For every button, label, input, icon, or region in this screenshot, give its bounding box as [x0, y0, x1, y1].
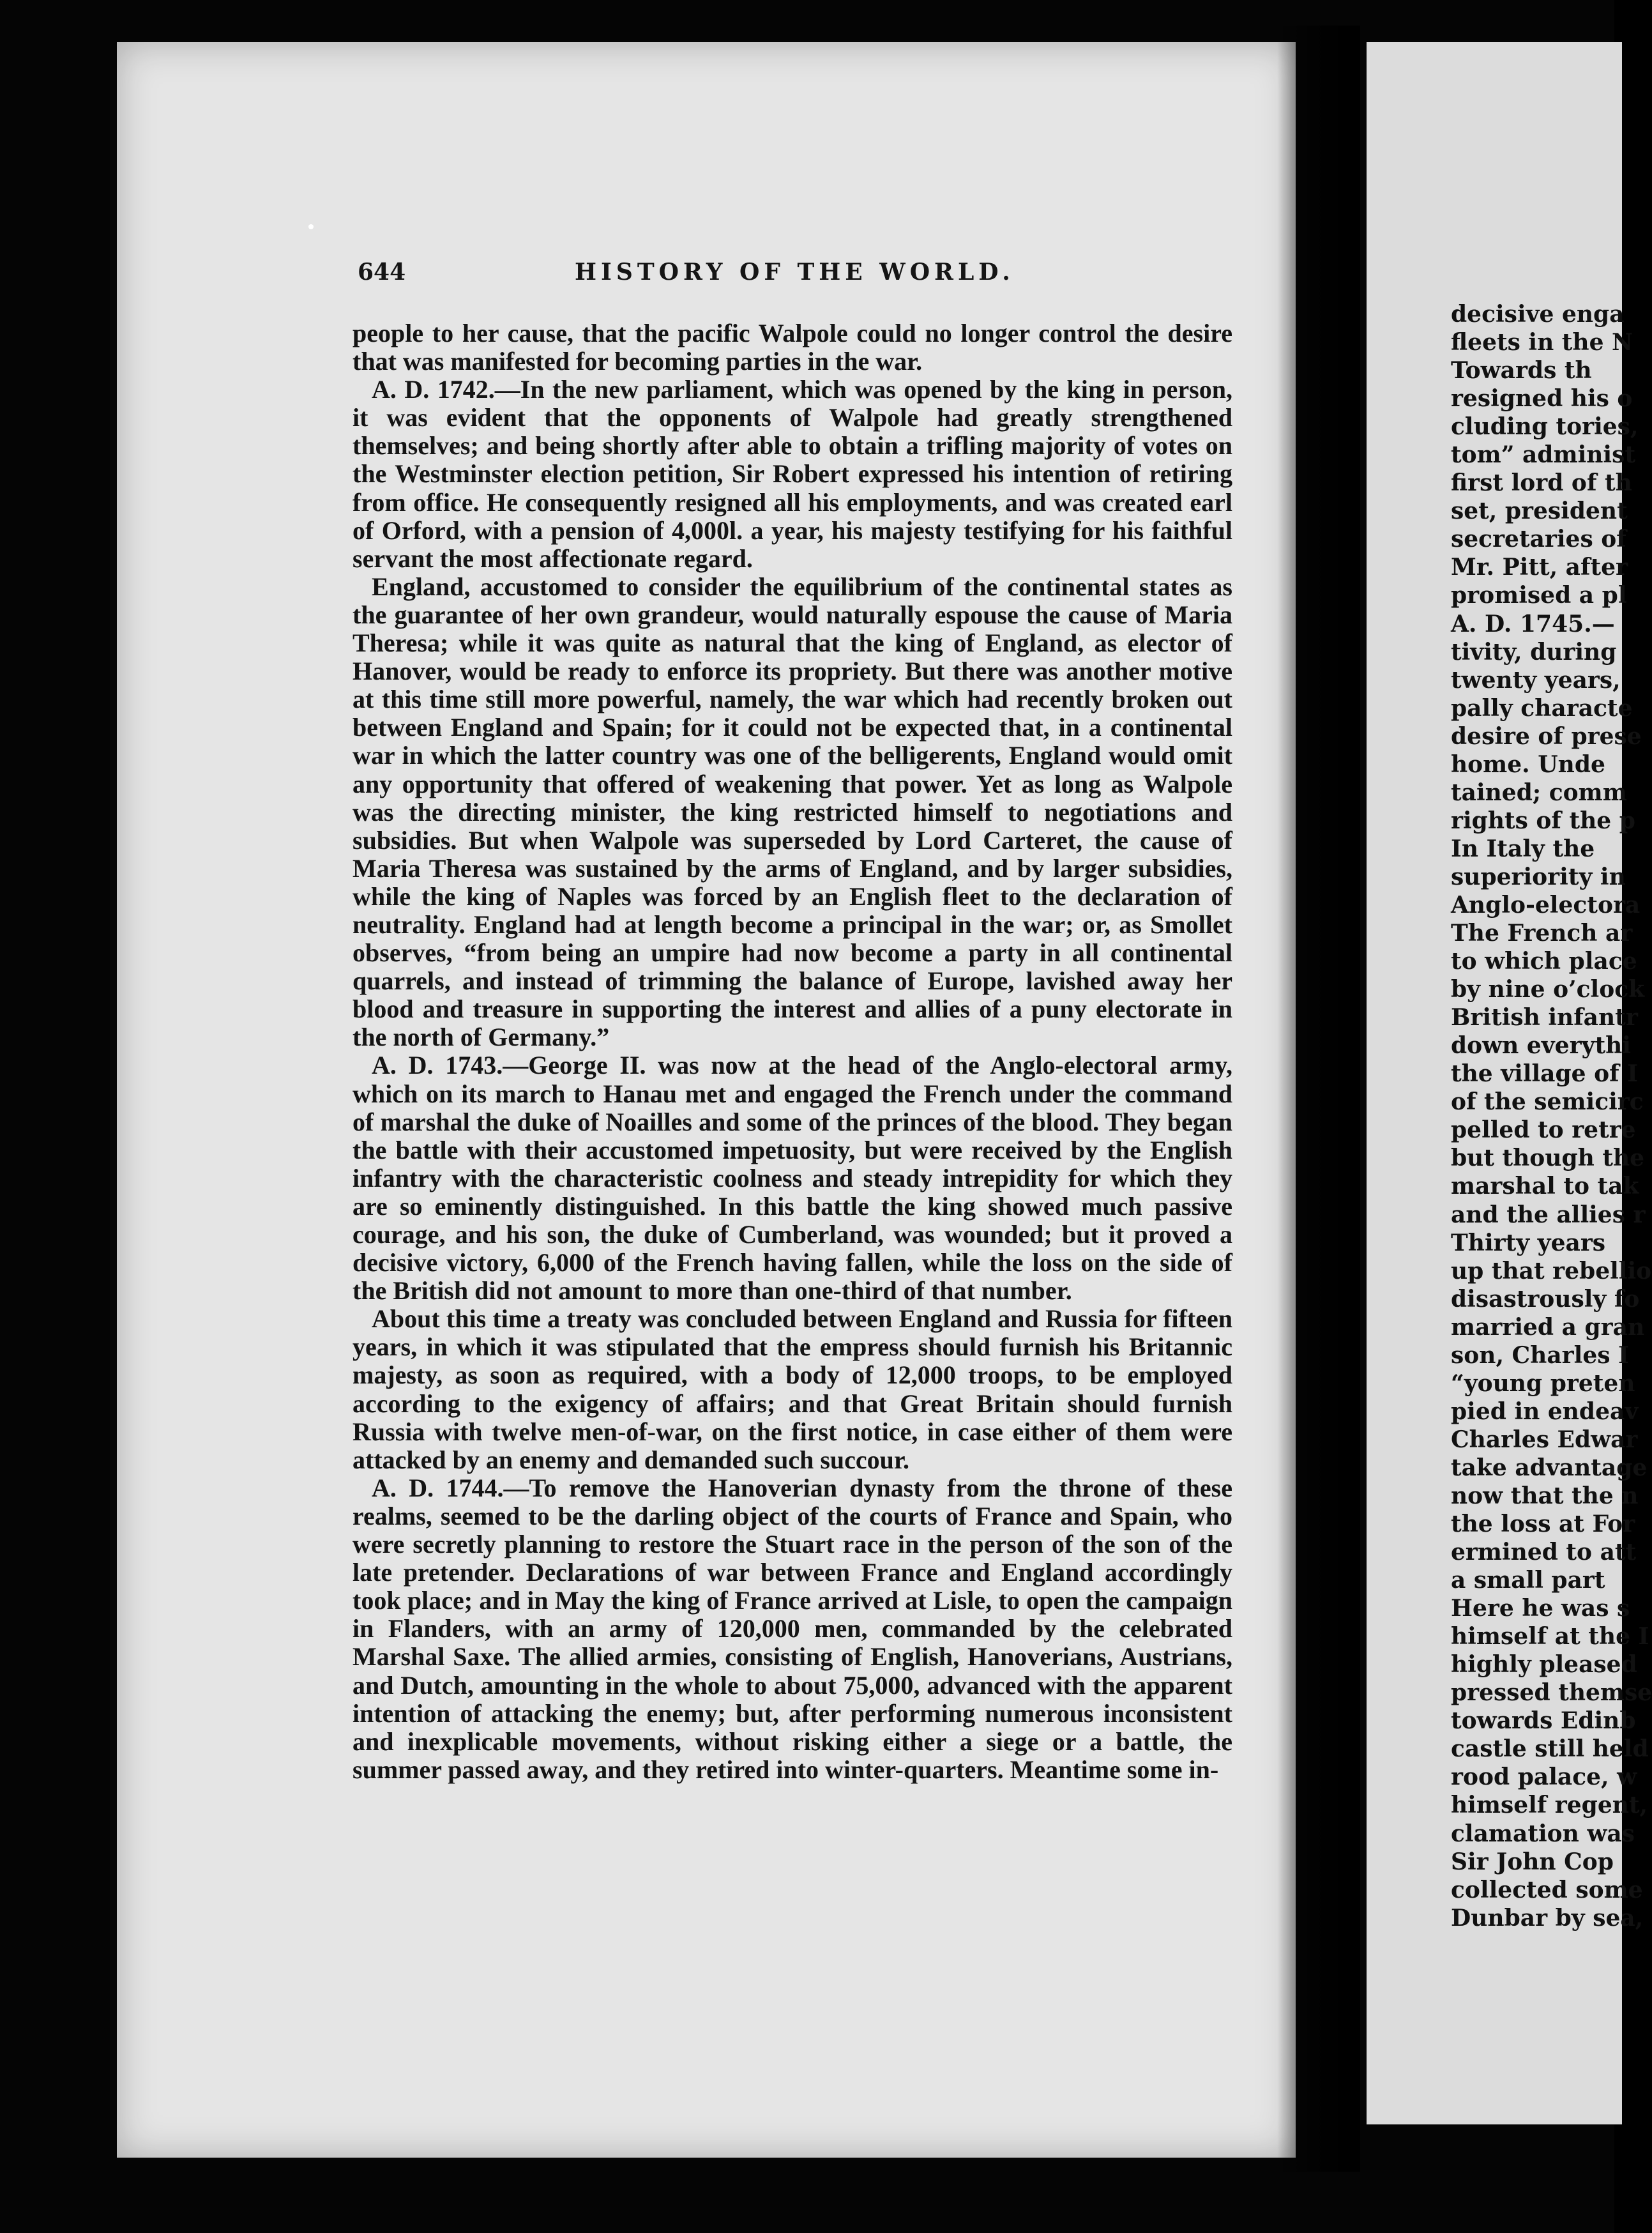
right-page-line: son, Charles I — [1451, 1341, 1629, 1369]
right-page-line: set, president — [1451, 498, 1628, 525]
right-page-line: and the allies r — [1451, 1201, 1646, 1228]
page-number: 644 — [358, 259, 406, 286]
right-page-line: of the semicirc — [1451, 1088, 1644, 1116]
right-page-line: tivity, during — [1451, 638, 1617, 666]
year-heading: A. D. 1744. — [372, 1473, 504, 1502]
right-page-line: a small part — [1451, 1567, 1605, 1594]
right-page-line: “young preten — [1451, 1369, 1635, 1397]
running-head — [358, 259, 1226, 297]
paragraph — [352, 573, 1232, 1052]
right-page-line: Anglo-electora — [1451, 891, 1641, 918]
right-page-line: himself regent, — [1451, 1792, 1648, 1819]
right-page-line: pied in endeav — [1451, 1398, 1639, 1425]
right-page-line: himself at the I — [1451, 1623, 1649, 1650]
right-page-line: married a gran — [1451, 1313, 1645, 1341]
right-page-line: Towards th — [1451, 357, 1592, 385]
right-page-line: up that rebellio — [1451, 1257, 1652, 1284]
right-page-line: the village of I — [1451, 1060, 1638, 1088]
right-page-line: Mr. Pitt, after — [1451, 554, 1628, 581]
right-page-line: home. Unde — [1451, 751, 1605, 778]
right-page-line: pressed themse — [1451, 1679, 1652, 1707]
paragraph — [352, 1051, 1232, 1305]
paragraph-text: people to her cause, that the pacific Walpole could no longer control the desire that was manifested for becoming parties in the war. — [352, 319, 1232, 376]
paragraph — [352, 319, 1232, 376]
right-page-line: fleets in the N — [1451, 329, 1633, 356]
right-page-line: A. D. 1745.— — [1451, 610, 1615, 637]
paragraph — [352, 376, 1232, 573]
right-page-line: resigned his o — [1451, 385, 1633, 413]
right-page-line: twenty years, — [1451, 666, 1621, 694]
right-page-line: to which place — [1451, 948, 1637, 975]
right-page-line: ermined to att — [1451, 1539, 1637, 1566]
paragraph-text: —In the new parliament, which was opened by the king in person, it was evident that the opponents of Walpole had greatly strengthened themselves; and being shortly after able to obtain a trifling majority of votes on the Westminster election petition, Sir Robert expressed his intention of retiring from office. He consequently resigned all his employments, and was created earl of Orford, with a pension of 4,000l. a year, his majesty testifying for his faithful servant the most affectionate regard. — [352, 375, 1232, 573]
right-page-line: Sir John Cop — [1451, 1848, 1614, 1875]
right-page-line: but though the — [1451, 1145, 1645, 1172]
right-page-line: superiority in — [1451, 863, 1626, 890]
paragraph-text: —To remove the Hanoverian dynasty from the throne of these realms, seemed to be the darling object of the courts of France and Spain, who were secretly planning to restore the Stuart race in the person of the son of the late pretender. Declarations of war between France and England accordingly took place; and in May the king of France arrived at Lisle, to open the campaign in Flanders, with an army of 120,000 men, commanded by the celebrated Marshal Saxe. The allied armies, consisting of English, Hanoverians, Austrians, and Dutch, amounting in the whole to about 75,000, advanced with the apparent intention of attacking the enemy; but, after performing numerous inconsistent and inexplicable movements, without risking either a siege or a battle, the summer passed away, and they retired into winter-quarters. Meantime some in- — [352, 1473, 1232, 1784]
right-page-line: now that the n — [1451, 1482, 1639, 1509]
right-page-line: pally characte — [1451, 694, 1633, 722]
right-page-line: tom” administ — [1451, 441, 1635, 469]
body-text — [352, 319, 1232, 1784]
right-page-line: cluding tories, — [1451, 413, 1639, 441]
running-title: HISTORY OF THE WORLD. — [575, 259, 1015, 286]
paragraph-text: About this time a treaty was concluded between England and Russia for fifteen years, in which it was stipulated that the empress should furnish his Britannic majesty, as soon as required, with a body of 12,000 troops, to be employed according to the exigency of affairs; and that Great Britain should furnish Russia with twelve men-of-war, on the first notice, in case either of them were attacked by an enemy and demanded such succour. — [352, 1304, 1232, 1474]
right-page-line: Charles Edwar — [1451, 1426, 1638, 1453]
year-heading: A. D. 1743. — [372, 1051, 503, 1080]
right-page-line: desire of prese — [1451, 722, 1642, 750]
right-page-line: disastrously fo — [1451, 1285, 1640, 1313]
right-page-line: castle still held — [1451, 1735, 1649, 1763]
year-heading: A. D. 1742. — [372, 375, 495, 404]
paragraph — [352, 1474, 1232, 1784]
gutter-shadow — [1277, 26, 1360, 2172]
right-page-line: towards Edinb — [1451, 1707, 1636, 1735]
right-page-line: pelled to retre — [1451, 1116, 1636, 1144]
right-page-line: secretaries of — [1451, 526, 1626, 553]
right-page-line: Thirty years — [1451, 1229, 1606, 1256]
right-page-line: decisive enga — [1451, 301, 1625, 328]
right-page-line: highly pleased — [1451, 1651, 1637, 1679]
right-page-line: rood palace, w — [1451, 1764, 1637, 1791]
right-page-line: first lord of th — [1451, 469, 1632, 497]
right-page-line: down everythi — [1451, 1032, 1631, 1060]
paragraph-text: England, accustomed to consider the equilibrium of the continental states as the guarantee of her own grandeur, would naturally espouse the cause of Maria Theresa; while it was quite as natural that the king of England, as elector of Hanover, would be ready to enforce its propriety. But there was another motive at this time still more powerful, namely, the war which had recently broken out between England and Spain; for it could not be expected that, in a continental war in which the latter country was one of the belligerents, England would omit any opportunity that offered of weakening that power. Yet as long as Walpole was the directing minister, the king restricted himself to negotiations and subsidies. But when Walpole was superseded by Lord Carteret, the cause of Maria Theresa was sustained by the arms of England, and by larger subsidies, while the king of Naples was forced by an English fleet to the declaration of neutrality. England had at length become a principal in the war; or, as Smollet observes, “from being an umpire had now become a party in all continental quarrels, and instead of trimming the balance of Europe, lavished away her blood and treasure in supporting the interest and allies of a puny electorate in the north of Germany.” — [352, 572, 1232, 1052]
right-page-line: the loss at For — [1451, 1511, 1635, 1538]
right-page-line: promised a pl — [1451, 582, 1627, 609]
right-page-line: Here he was s — [1451, 1595, 1630, 1622]
right-page-line: Dunbar by sea, — [1451, 1904, 1644, 1932]
right-page-line: by nine o’clock — [1451, 976, 1645, 1003]
right-page-line: tained; comm — [1451, 779, 1627, 806]
right-page-line: take advantage — [1451, 1454, 1648, 1481]
right-page-line: clamation was — [1451, 1820, 1635, 1847]
paragraph — [352, 1305, 1232, 1474]
right-page-line: collected some — [1451, 1876, 1643, 1903]
right-page-text — [1451, 300, 1652, 1932]
paragraph-text: —George II. was now at the head of the Anglo-electoral army, which on its march to Hanau met and engaged the French under the command of marshal the duke of Noailles and some of the princes of the blood. They began the battle with their accustomed impetuosity, but were received by the English infantry with the characteristic coolness and steady intrepidity for which they are so eminently distinguished. In this battle the king showed much passive courage, and his son, the duke of Cumberland, was wounded; but it proved a decisive victory, 6,000 of the French having fallen, while the loss on the side of the British did not amount to more than one-third of that number. — [352, 1051, 1232, 1306]
right-page-line: marshal to tak — [1451, 1173, 1639, 1200]
paper-speck — [308, 224, 314, 229]
right-page-line: rights of the p — [1451, 807, 1635, 834]
right-page-line: In Italy the — [1451, 835, 1595, 862]
right-page-line: The French ar — [1451, 920, 1633, 947]
right-page — [1367, 42, 1652, 2124]
right-page-line: British infantr — [1451, 1004, 1638, 1032]
